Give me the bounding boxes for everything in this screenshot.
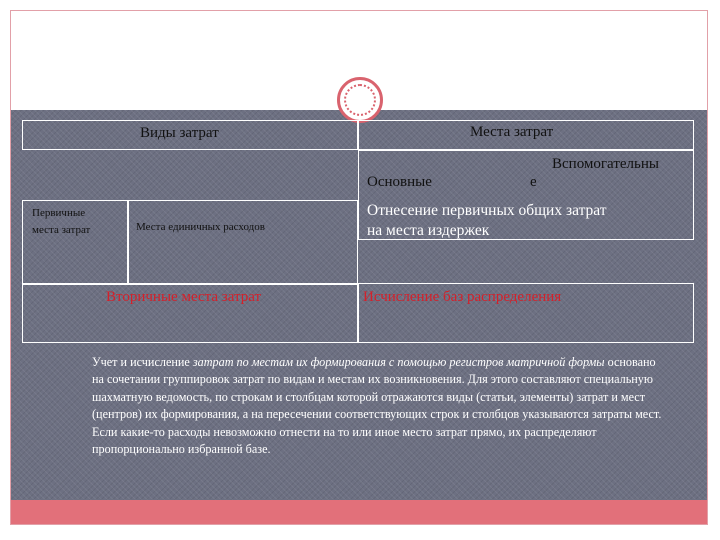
- ornament-circle-icon: [337, 77, 383, 123]
- header-kinds: Виды затрат: [140, 125, 219, 141]
- bottom-accent-bar: [11, 500, 707, 524]
- single-expense-label: Места единичных расходов: [136, 221, 265, 233]
- paragraph-italic-part: затрат по местам их формирования с помощью регистров матричной формы: [192, 355, 605, 369]
- secondary-places-label: Вторичные места затрат: [106, 289, 262, 305]
- allocation-line1: Отнесение первичных общих затрат: [367, 202, 607, 219]
- description-paragraph: [92, 354, 667, 458]
- base-calculation-label: Исчисление баз распределения: [363, 289, 562, 305]
- paragraph-part-1: Учет и исчисление: [92, 355, 193, 369]
- single-expense-cell: [128, 200, 358, 285]
- header-places: Места затрат: [470, 124, 554, 140]
- subheader-main: Основные: [367, 174, 432, 190]
- allocation-line2: на места издержек: [367, 222, 490, 239]
- primary-places-line1: Первичные: [32, 207, 86, 219]
- paragraph-part-3: основано на сочетании группировок затрат по видам и местам их возникновения. Для этого составляют специальную шахматную ведомость, по строкам и столбцам которой отражаются виды (статьи, элементы) затрат и мест (центров) их формирования, а на пересечении соответствующих строк и столбцов указываются затраты мест. Если какие-то расходы невозможно отнести на то или иное место затрат прямо, их распределяют пропорционально избранной базе.: [92, 355, 662, 457]
- subheader-aux-line1: Вспомогательны: [552, 156, 659, 172]
- subheader-aux-line2: е: [530, 174, 537, 190]
- primary-places-line2: места затрат: [32, 224, 91, 236]
